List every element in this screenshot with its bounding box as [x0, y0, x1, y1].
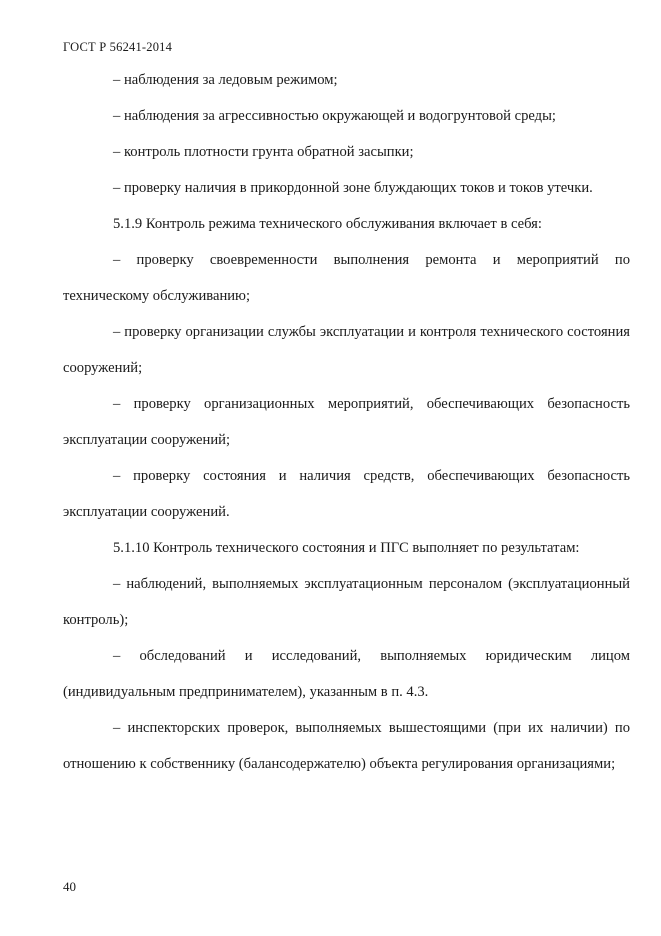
section-5-1-9: 5.1.9 Контроль режима технического обслуживания включает в себя:: [113, 216, 542, 232]
list-item-organizational-measures: – проверку организационных мероприятий, обеспечивающих безопасность эксплуатации сооружений;: [63, 396, 630, 448]
list-item-operation-service: – проверку организации службы эксплуатации и контроля технического состояния сооружений;: [63, 324, 630, 376]
document-body: [63, 62, 630, 782]
list-item-stray-currents: – проверку наличия в прикордонной зоне блуждающих токов и токов утечки.: [113, 180, 593, 196]
list-item-backfill-density: – контроль плотности грунта обратной засыпки;: [113, 144, 414, 160]
list-item-repair-timeliness: – проверку своевременности выполнения ремонта и мероприятий по техническому обслуживанию;: [63, 252, 630, 304]
list-item-ice-regime: – наблюдения за ледовым режимом;: [113, 72, 338, 88]
page-number: 40: [63, 879, 76, 894]
list-item-safety-means: – проверку состояния и наличия средств, обеспечивающих безопасность эксплуатации сооружений.: [63, 468, 630, 520]
list-item-surveys: – обследований и исследований, выполняемых юридическим лицом (индивидуальным предпринимателем), указанным в п. 4.3.: [63, 648, 630, 700]
section-5-1-10: 5.1.10 Контроль технического состояния и ПГС выполняет по результатам:: [113, 540, 580, 556]
list-item-inspections: – инспекторских проверок, выполняемых вышестоящими (при их наличии) по отношению к собственнику (балансодержателю) объекта регулирования организациями;: [63, 720, 630, 772]
list-item-observations: – наблюдений, выполняемых эксплуатационным персоналом (эксплуатационный контроль);: [63, 576, 630, 628]
document-header: ГОСТ Р 56241-2014: [63, 40, 173, 54]
list-item-aggressive-environment: – наблюдения за агрессивностью окружающей и водогрунтовой среды;: [113, 108, 556, 124]
